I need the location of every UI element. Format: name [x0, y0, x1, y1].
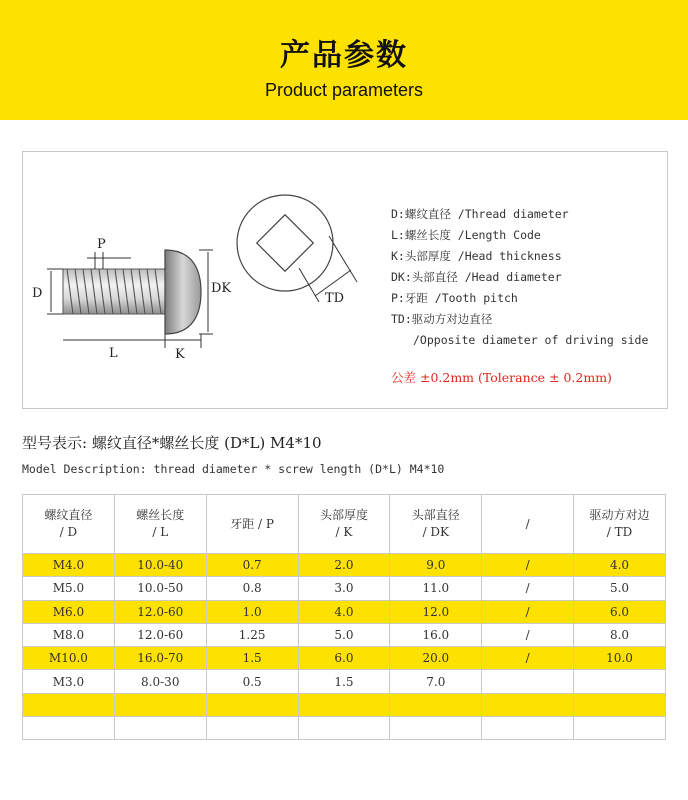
label-l: L — [109, 346, 118, 361]
table-cell: / — [482, 623, 574, 646]
table-cell: 6.0 — [298, 647, 390, 670]
table-cell: 0.8 — [206, 577, 298, 600]
table-cell: M4.0 — [23, 554, 115, 577]
table-cell — [114, 693, 206, 716]
table-cell: 12.0 — [390, 600, 482, 623]
legend-item: TD:驱动方对边直径 — [391, 312, 493, 326]
screw-head — [165, 250, 201, 334]
table-row — [23, 623, 666, 646]
table-cell: 1.5 — [206, 647, 298, 670]
tolerance-note: 公差 ±0.2mm (Tolerance ± 0.2mm) — [391, 370, 612, 385]
table-cell: 3.0 — [298, 577, 390, 600]
label-td: TD — [325, 291, 345, 306]
table-cell — [23, 693, 115, 716]
table-cell: 1.5 — [298, 670, 390, 693]
table-cell — [574, 717, 666, 740]
table-cell — [390, 693, 482, 716]
table-cell: M3.0 — [23, 670, 115, 693]
table-cell: 0.7 — [206, 554, 298, 577]
table-cell: 8.0 — [574, 623, 666, 646]
table-cell — [298, 693, 390, 716]
table-cell — [390, 717, 482, 740]
table-row — [23, 693, 666, 716]
table-cell: 6.0 — [574, 600, 666, 623]
table-cell: 5.0 — [574, 577, 666, 600]
table-cell: 11.0 — [390, 577, 482, 600]
legend-item: P:牙距 /Tooth pitch — [391, 291, 518, 305]
label-dk: DK — [211, 281, 232, 296]
table-row — [23, 647, 666, 670]
header-drive-size: 驱动方对边 / TD — [574, 495, 666, 554]
table-cell — [574, 693, 666, 716]
table-cell: 2.0 — [298, 554, 390, 577]
table-cell: 8.0-30 — [114, 670, 206, 693]
table-row — [23, 600, 666, 623]
table-cell: 10.0-50 — [114, 577, 206, 600]
table-cell: 7.0 — [390, 670, 482, 693]
table-cell: / — [482, 577, 574, 600]
table-cell: 5.0 — [298, 623, 390, 646]
table-cell: 20.0 — [390, 647, 482, 670]
model-description-cn: 型号表示: 螺纹直径*螺丝长度 (D*L) M4*10 — [22, 434, 322, 452]
screw-diagram-panel — [22, 151, 668, 409]
model-description-en: Model Description: thread diameter * screw length (D*L) M4*10 — [22, 462, 445, 476]
table-header-row — [23, 495, 666, 554]
header-length: 螺丝长度 / L — [114, 495, 206, 554]
table-cell: 0.5 — [206, 670, 298, 693]
table-cell: M10.0 — [23, 647, 115, 670]
legend-item: K:头部厚度 /Head thickness — [391, 249, 562, 263]
legend-item: DK:头部直径 /Head diameter — [391, 270, 562, 284]
table-cell: / — [482, 554, 574, 577]
table-cell: 10.0 — [574, 647, 666, 670]
label-k: K — [175, 347, 185, 362]
header-pitch: 牙距 / P — [206, 495, 298, 554]
table-cell: M8.0 — [23, 623, 115, 646]
label-p: P — [97, 237, 106, 252]
page-title-en: Product parameters — [264, 80, 424, 100]
legend-item: L:螺丝长度 /Length Code — [391, 228, 541, 242]
table-cell — [482, 670, 574, 693]
table-cell: / — [482, 600, 574, 623]
table-row — [23, 670, 666, 693]
table-cell: M6.0 — [23, 600, 115, 623]
page-title-cn: 产品参数 — [280, 38, 408, 73]
table-cell: 10.0-40 — [114, 554, 206, 577]
table-cell: 12.0-60 — [114, 600, 206, 623]
table-cell — [574, 670, 666, 693]
head-top-view — [237, 195, 357, 302]
screw-shank — [63, 269, 165, 314]
table-cell: 16.0-70 — [114, 647, 206, 670]
spec-table — [22, 494, 666, 740]
table-cell: 9.0 — [390, 554, 482, 577]
header-head-thickness: 头部厚度 / K — [298, 495, 390, 554]
table-cell: 1.25 — [206, 623, 298, 646]
table-cell — [482, 717, 574, 740]
table-cell: 12.0-60 — [114, 623, 206, 646]
table-cell — [23, 717, 115, 740]
table-cell: 1.0 — [206, 600, 298, 623]
table-cell: M5.0 — [23, 577, 115, 600]
table-cell: / — [482, 647, 574, 670]
table-row — [23, 717, 666, 740]
table-cell: 4.0 — [574, 554, 666, 577]
label-d: D — [32, 286, 43, 301]
table-cell — [206, 717, 298, 740]
table-row — [23, 554, 666, 577]
header-thread-diameter: 螺纹直径 / D — [23, 495, 115, 554]
header-banner — [0, 0, 688, 120]
header-blank: / — [482, 495, 574, 554]
table-cell — [482, 693, 574, 716]
table-cell — [298, 717, 390, 740]
header-head-diameter: 头部直径 / DK — [390, 495, 482, 554]
table-row — [23, 577, 666, 600]
parameter-legend — [391, 204, 648, 351]
table-cell: 16.0 — [390, 623, 482, 646]
table-cell — [206, 693, 298, 716]
table-cell: 4.0 — [298, 600, 390, 623]
legend-item: D:螺纹直径 /Thread diameter — [391, 207, 569, 221]
legend-item: /Opposite diameter of driving side — [413, 333, 649, 347]
table-cell — [114, 717, 206, 740]
